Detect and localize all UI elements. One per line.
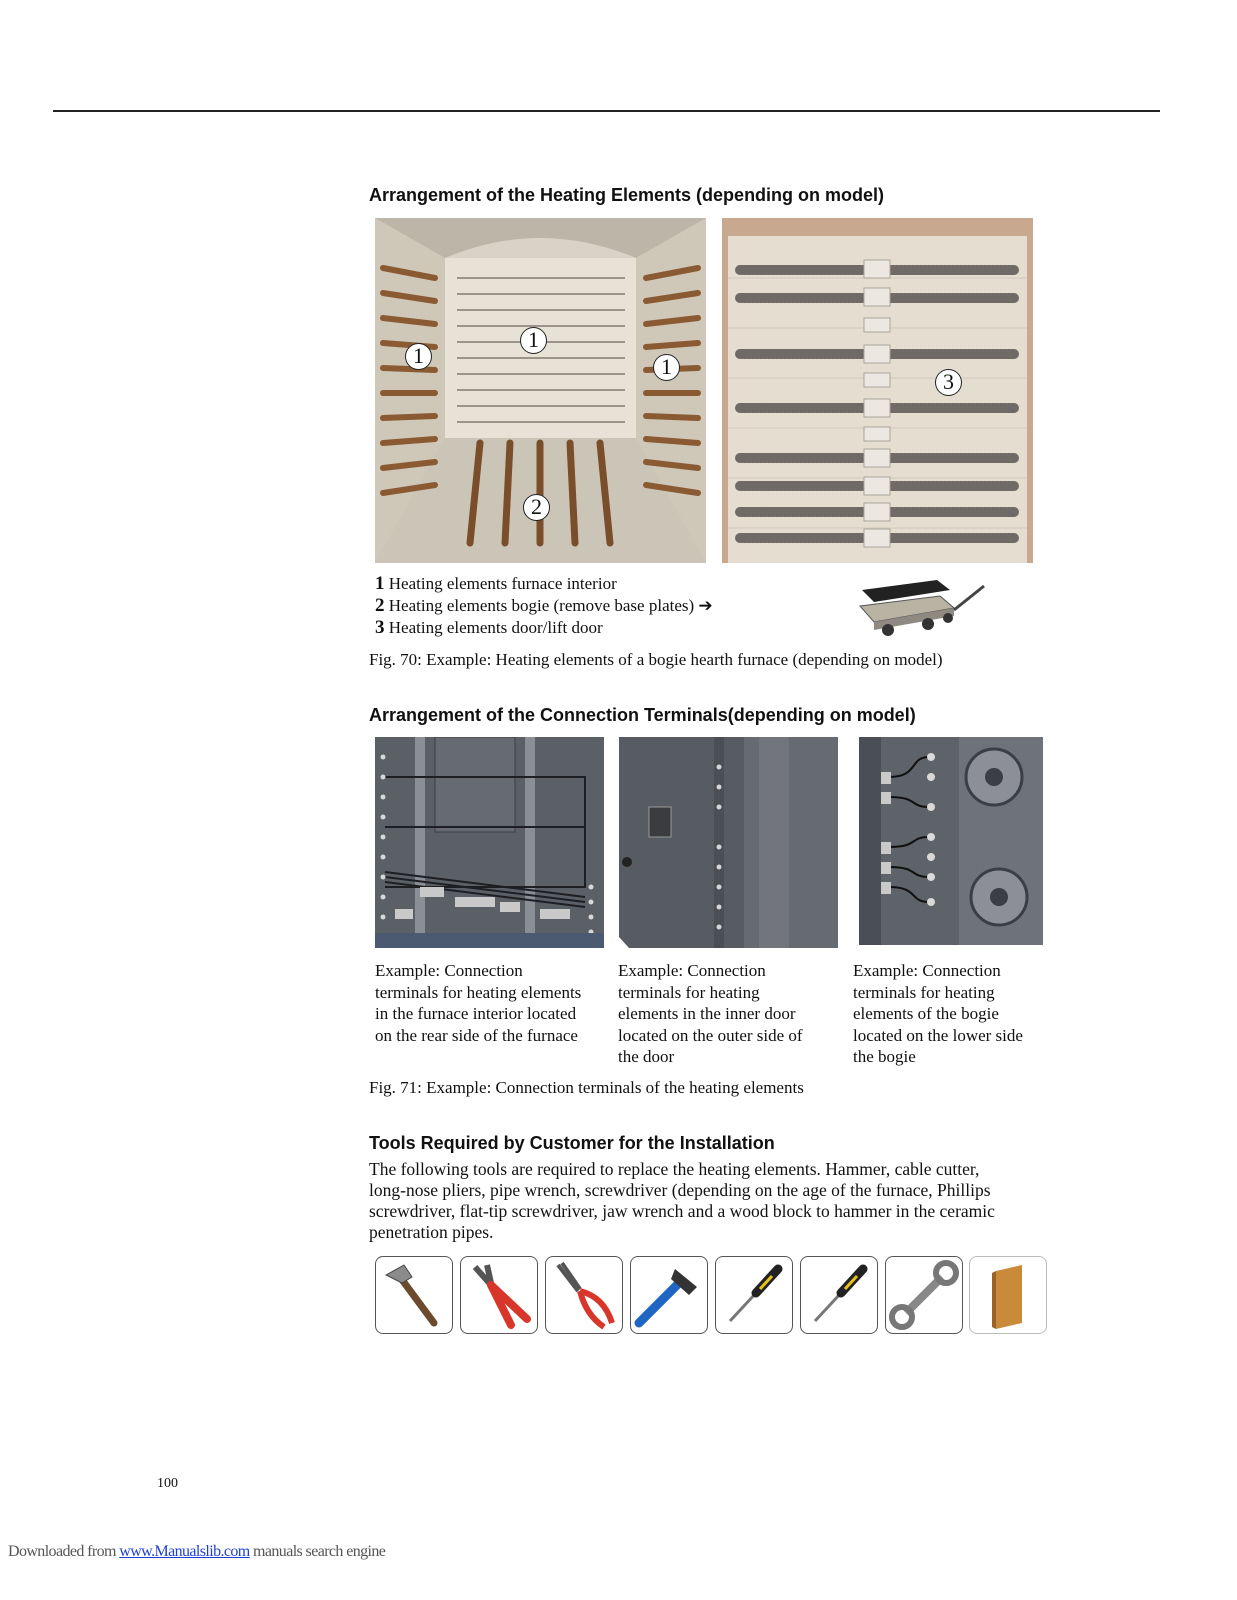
section-heading-heating-elements: Arrangement of the Heating Elements (depending on model): [369, 185, 885, 205]
callout-2: 2: [523, 494, 550, 521]
manualslib-link[interactable]: www.Manualslib.com: [119, 1543, 250, 1560]
page-number: 100: [157, 1476, 178, 1491]
terminal-caption-bogie: Example: Connection terminals for heating elements of the bogie located on the lower side the bogie: [853, 961, 1023, 1066]
section-heading-connection-terminals: Arrangement of the Connection Terminals(depending on model): [369, 705, 916, 725]
terminal-caption-rear: Example: Connection terminals for heating elements in the furnace interior located on the rear side of the furnace: [375, 961, 582, 1045]
furnace-interior-photo: [375, 218, 706, 563]
callout-1-left: 1: [405, 343, 432, 370]
terminals-bogie-image: [859, 737, 1043, 945]
terminals-door-image: [619, 737, 838, 948]
tools-paragraph: The following tools are required to replace the heating elements. Hammer, cable cutter, long-nose pliers, pipe wrench, screwdriver (depending on the age of the furnace, Phillips screwdriver, flat-tip screwdriver, jaw wrench and a wood block to hammer in the ceramic penetration pipes.: [369, 1159, 995, 1242]
pipe-wrench-icon: [630, 1256, 708, 1334]
legend-item-2: 2 Heating elements bogie (remove base plates) ➔: [375, 595, 713, 616]
section-heading-tools: Tools Required by Customer for the Installation: [369, 1133, 775, 1153]
terminals-rear-image: [375, 737, 604, 948]
cable-cutter-icon: [460, 1256, 538, 1334]
door-heating-elements-photo: [722, 218, 1033, 563]
bogie-base-plate-image: [852, 578, 987, 638]
terminal-caption-door: Example: Connection terminals for heating elements in the inner door located on the outer side of the door: [618, 961, 803, 1066]
flat-screwdriver-icon: [800, 1256, 878, 1334]
jaw-wrench-icon: [885, 1256, 963, 1334]
legend-item-3: 3 Heating elements door/lift door: [375, 617, 603, 638]
callout-1-center: 1: [520, 327, 547, 354]
header-rule: [53, 110, 1160, 112]
legend-item-1: 1 Heating elements furnace interior: [375, 573, 617, 594]
wood-block-icon: [969, 1256, 1047, 1334]
phillips-screwdriver-icon: [715, 1256, 793, 1334]
hammer-icon: [375, 1256, 453, 1334]
long-nose-pliers-icon: [545, 1256, 623, 1334]
download-footer: Downloaded from www.Manualslib.com manuals search engine: [8, 1543, 386, 1560]
figure-71-caption: Fig. 71: Example: Connection terminals of the heating elements: [369, 1078, 804, 1097]
figure-70-caption: Fig. 70: Example: Heating elements of a bogie hearth furnace (depending on model): [369, 650, 943, 669]
callout-3: 3: [935, 369, 962, 396]
callout-1-right: 1: [653, 354, 680, 381]
